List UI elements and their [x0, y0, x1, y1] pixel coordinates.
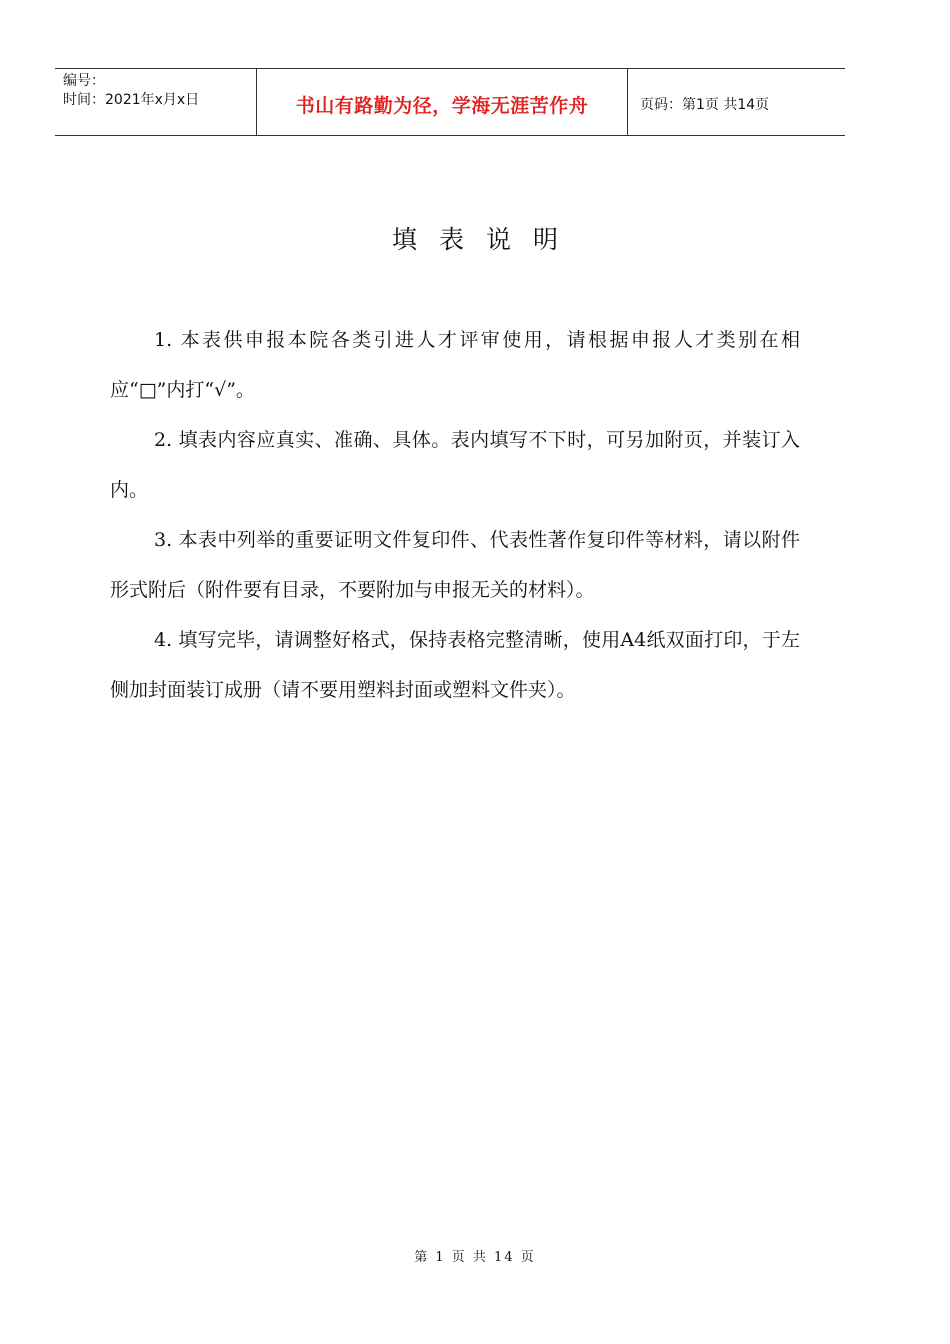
instruction-paragraph-1: 1. 本表供申报本院各类引进人才评审使用，请根据申报人才类别在相应“□”内打“√”。	[110, 329, 800, 401]
instructions-body	[110, 315, 800, 715]
page-footer: 第 1 页 共 14 页	[414, 1250, 536, 1265]
page-title: 填表说明	[391, 225, 580, 254]
document-header	[55, 68, 845, 136]
instruction-paragraph-2: 2. 填表内容应真实、准确、具体。表内填写不下时，可另加附页，并装订入内。	[110, 429, 800, 501]
header-motto-cell	[256, 69, 628, 135]
instruction-paragraph-4: 4. 填写完毕，请调整好格式，保持表格完整清晰，使用A4纸双面打印，于左侧加封面装订成册（请不要用塑料封面或塑料文件夹）。	[110, 629, 800, 701]
instruction-paragraph-3: 3. 本表中列举的重要证明文件复印件、代表性著作复印件等材料，请以附件形式附后（附件要有目录，不要附加与申报无关的材料）。	[110, 529, 800, 601]
document-date-label: 时间：2021年x月x日	[63, 92, 200, 108]
header-motto: 书山有路勤为径，学海无涯苦作舟	[295, 95, 589, 117]
header-meta	[55, 69, 256, 135]
header-page-info: 页码：第1页 共14页	[640, 97, 770, 113]
document-number-label: 编号：	[63, 73, 105, 89]
